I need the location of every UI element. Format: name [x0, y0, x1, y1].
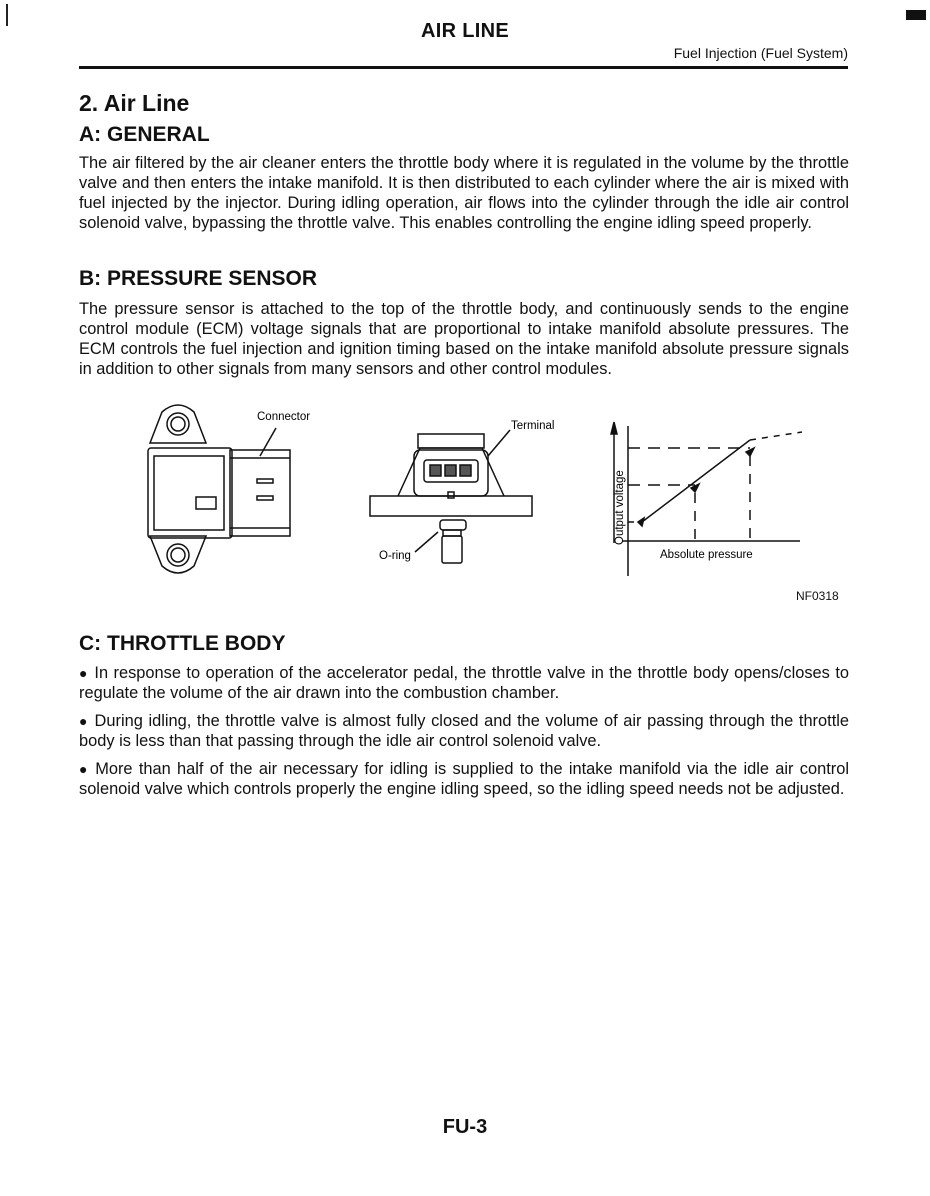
corner-tab-mark: [906, 10, 926, 20]
section-title: 2. Air Line: [79, 90, 190, 116]
output-voltage-label: Output voltage: [614, 470, 626, 545]
bullet-text: During idling, the throttle valve is almost fully closed and the volume of air passing through the throttle body is less than that passing through the idle air control solenoid valve.: [79, 712, 849, 750]
throttle-bullet-1: [79, 663, 849, 703]
absolute-pressure-label: Absolute pressure: [660, 549, 753, 561]
throttle-bullet-3: [79, 759, 849, 799]
bullet-text: In response to operation of the accelerator pedal, the throttle valve in the throttle body opens/closes to regulate the volume of the air drawn into the combustion chamber.: [79, 664, 849, 702]
general-paragraph: The air filtered by the air cleaner enters the throttle body where it is regulated in the volume by the throttle valve and then enters the intake manifold. It is then distributed to each cylinder where the air is mixed with fuel injected by the injector. During idling operation, air flows into the cylinder through the idle air control solenoid valve, bypassing the throttle valve. This enables controlling the engine idling speed properly.: [79, 154, 849, 232]
header-title: AIR LINE: [421, 20, 509, 42]
pressure-sensor-paragraph: The pressure sensor is attached to the top of the throttle body, and continuously sends to the engine control module (ECM) voltage signals that are proportional to intake manifold absolute pressures. The ECM controls the fuel injection and ignition timing based on the intake manifold absolute pressure signals in addition to other signals from many sensors and other control modules.: [79, 300, 849, 378]
bullet-text: More than half of the air necessary for idling is supplied to the intake manifold via the idle air control solenoid valve which controls properly the engine idling speed, so the idling speed needs not be adjusted.: [79, 760, 849, 798]
pressure-sensor-heading: B: PRESSURE SENSOR: [79, 267, 318, 290]
terminal-label: Terminal: [511, 420, 555, 432]
figure-code: NF0318: [796, 589, 839, 603]
bullet-dot: ●: [79, 665, 89, 681]
pressure-sensor-figure: [130, 398, 830, 588]
connector-label: Connector: [257, 411, 311, 423]
bullet-dot: ●: [79, 713, 89, 729]
general-heading: A: GENERAL: [79, 123, 210, 146]
header-rule: [79, 66, 848, 69]
throttle-bullet-2: [79, 711, 849, 751]
bullet-dot: ●: [79, 761, 90, 777]
sensor-side-view: [370, 430, 532, 563]
header-subtitle: Fuel Injection (Fuel System): [673, 45, 848, 61]
page-number: FU-3: [442, 1116, 488, 1138]
sensor-top-view: [148, 405, 290, 573]
throttle-body-heading: C: THROTTLE BODY: [79, 632, 286, 655]
oring-label: O-ring: [379, 550, 411, 562]
